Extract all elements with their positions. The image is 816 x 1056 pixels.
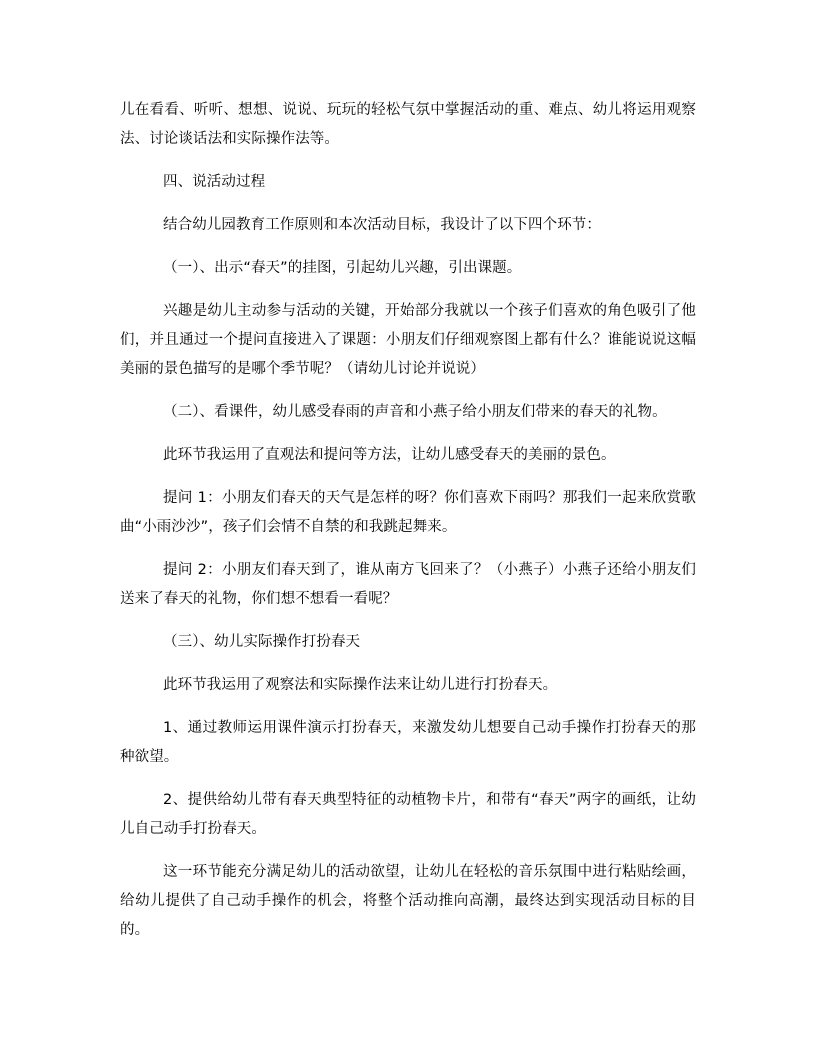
paragraph-step-3-summary: 这一环节能充分满足幼儿的活动欲望，让幼儿在轻松的音乐氛围中进行粘贴绘画，给幼儿提供了自己动手操作的机会，将整个活动推向高潮，最终达到实现活动目标的目的。 — [120, 864, 696, 938]
step-heading-2: （二）、看课件，幼儿感受春雨的声音和小燕子给小朋友们带来的春天的礼物。 — [163, 404, 667, 420]
step-heading-1: （一）、出示“春天”的挂图，引起幼儿兴趣，引出课题。 — [163, 260, 522, 276]
list-item-2: 2、提供给幼儿带有春天典型特征的动植物卡片，和带有“春天”两字的画纸，让幼儿自己动手打扮春天。 — [120, 792, 696, 837]
paragraph-step-2-method: 此环节我运用了直观法和提问等方法，让幼儿感受春天的美丽的景色。 — [163, 447, 616, 463]
paragraph-question-2: 提问 2：小朋友们春天到了，谁从南方飞回来了？（小燕子）小燕子还给小朋友们送来了春天的礼物，你们想不想看一看呢？ — [120, 562, 696, 607]
step-heading-3: （三）、幼儿实际操作打扮春天 — [163, 634, 361, 650]
paragraph-question-1: 提问 1：小朋友们春天的天气是怎样的呀？你们喜欢下雨吗？那我们一起来欣赏歌曲“小雨沙沙”，孩子们会情不自禁的和我跳起舞来。 — [120, 490, 696, 535]
list-item-1: 1、通过教师运用课件演示打扮春天，来激发幼儿想要自己动手操作打扮春天的那种欲望。 — [120, 720, 696, 765]
paragraph-step-1-body: 兴趣是幼儿主动参与活动的关键，开始部分我就以一个孩子们喜欢的角色吸引了他们，并且通过一个提问直接进入了课题：小朋友们仔细观察图上都有什么？谁能说说这幅美丽的景色描写的是哪个季节呢？（请幼儿讨论并说说） — [120, 303, 696, 377]
section-heading-activity-process: 四、说活动过程 — [163, 174, 266, 190]
paragraph-continuation: 儿在看看、听听、想想、说说、玩玩的轻松气氛中掌握活动的重、难点、幼儿将运用观察法、讨论谈话法和实际操作法等。 — [120, 102, 696, 147]
document-body — [120, 96, 696, 959]
paragraph-step-3-method: 此环节我运用了观察法和实际操作法来让幼儿进行打扮春天。 — [163, 677, 558, 693]
paragraph-intro: 结合幼儿园教育工作原则和本次活动目标，我设计了以下四个环节： — [163, 217, 601, 233]
